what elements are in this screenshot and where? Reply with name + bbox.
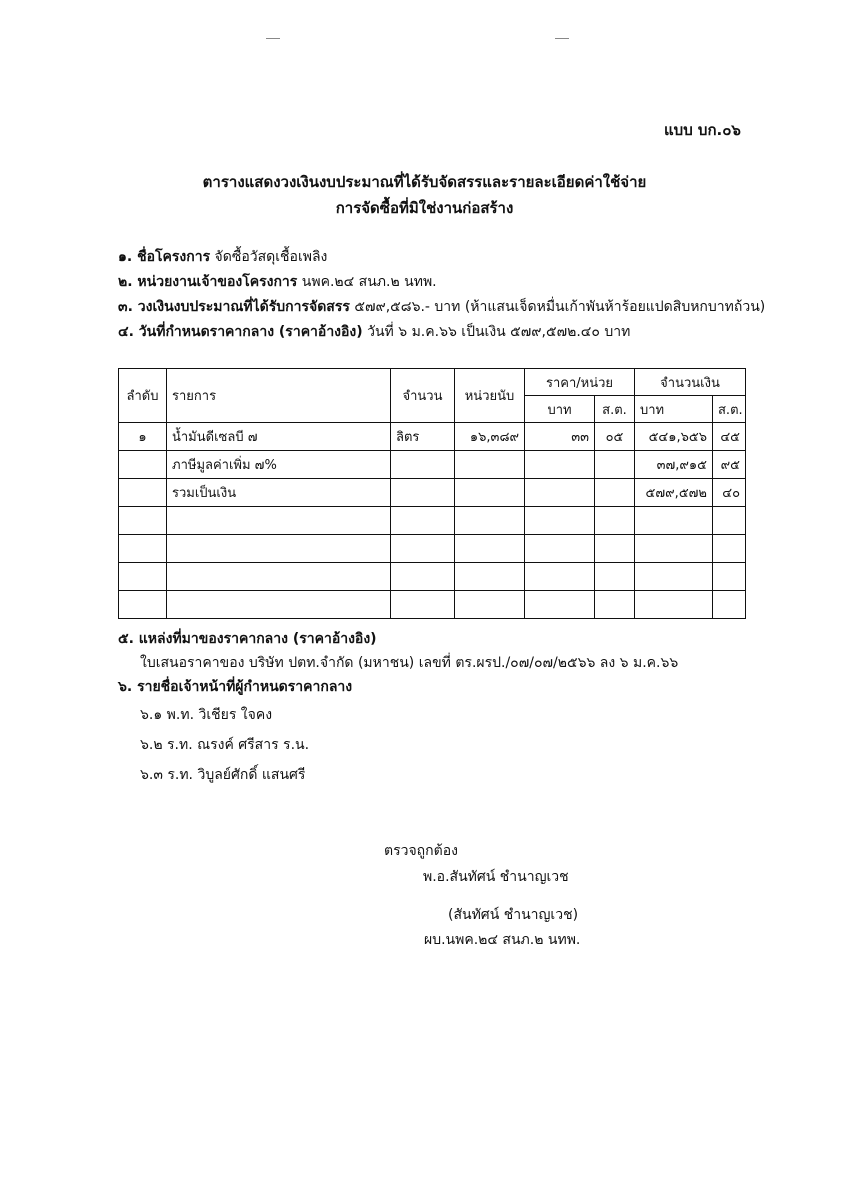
committee-member: ๖.๒ ร.ท. ณรงค์ ศรีสาร ร.น. [140, 737, 310, 753]
project-owner-line [118, 271, 437, 293]
scan-mark [266, 38, 280, 39]
row-amount-baht [635, 507, 713, 535]
project-owner-label: ๒. หน่วยงานเจ้าของโครงการ [118, 274, 298, 290]
header-qty: จำนวน [391, 369, 455, 423]
signer-position: ผบ.นพค.๒๔ สนภ.๒ นทพ. [424, 932, 581, 948]
form-code: แบบ บก.๐๖ [664, 121, 741, 139]
row-amount-baht: ๕๔๑,๖๕๖ [635, 423, 713, 451]
row-item: รวมเป็นเงิน [167, 479, 391, 507]
row-qty [391, 479, 455, 507]
row-price-baht [525, 563, 595, 591]
row-no [119, 479, 167, 507]
header-item: รายการ [167, 369, 391, 423]
header-unit: หน่วยนับ [455, 369, 525, 423]
row-amount-baht [635, 535, 713, 563]
row-item [167, 563, 391, 591]
row-item [167, 507, 391, 535]
row-amount-satang [713, 535, 746, 563]
row-price-satang [595, 507, 635, 535]
row-amount-satang [713, 507, 746, 535]
budget-value: ๕๗๙,๕๘๖.- บาท (ห้าแสนเจ็ดหมื่นเก้าพันห้าร้อยแปดสิบหกบาทถ้วน) [354, 299, 766, 315]
row-qty: ลิตร [391, 423, 455, 451]
row-price-satang: ๐๕ [595, 423, 635, 451]
row-unit [455, 535, 525, 563]
certify-text: ตรวจถูกต้อง [384, 843, 458, 859]
header-amount-satang: ส.ต. [713, 396, 746, 423]
project-name-line [118, 246, 327, 268]
table-row [119, 451, 746, 479]
project-name-value: จัดซื้อวัสดุเชื้อเพลิง [214, 249, 328, 265]
row-amount-baht [635, 563, 713, 591]
row-price-satang [595, 591, 635, 619]
header-price-baht: บาท [525, 396, 595, 423]
header-price-per-unit: ราคา/หน่วย [525, 369, 635, 396]
row-no [119, 451, 167, 479]
row-unit [455, 507, 525, 535]
row-price-baht [525, 507, 595, 535]
header-price-satang: ส.ต. [595, 396, 635, 423]
row-item [167, 591, 391, 619]
row-qty [391, 535, 455, 563]
document-subtitle: การจัดซื้อที่มิใช่งานก่อสร้าง [335, 199, 514, 217]
row-price-satang [595, 563, 635, 591]
committee-member: ๖.๓ ร.ท. วิบูลย์ศักดิ์ แสนศรี [140, 767, 306, 783]
reference-price-date-line [118, 321, 630, 343]
row-no: ๑ [119, 423, 167, 451]
row-price-satang [595, 535, 635, 563]
row-item: น้ำมันดีเซลบี ๗ [167, 423, 391, 451]
row-price-baht [525, 451, 595, 479]
table-row [119, 507, 746, 535]
scan-mark [555, 38, 569, 39]
row-amount-satang [713, 591, 746, 619]
table-row [119, 479, 746, 507]
row-qty [391, 507, 455, 535]
row-unit [455, 591, 525, 619]
row-price-satang [595, 479, 635, 507]
row-price-satang [595, 451, 635, 479]
row-item [167, 535, 391, 563]
row-unit [455, 563, 525, 591]
row-amount-satang [713, 563, 746, 591]
row-no [119, 535, 167, 563]
header-amount-baht: บาท [635, 396, 713, 423]
project-name-label: ๑. ชื่อโครงการ [118, 249, 211, 265]
table-row [119, 563, 746, 591]
document-title: ตารางแสดงวงเงินงบประมาณที่ได้รับจัดสรรและรายละเอียดค่าใช้จ่าย [202, 173, 647, 191]
row-qty [391, 451, 455, 479]
row-price-baht [525, 479, 595, 507]
signature: พ.อ.สันทัศน์ ชำนาญเวช [423, 869, 569, 885]
table-row [119, 535, 746, 563]
table-row [119, 423, 746, 451]
budget-line [118, 296, 765, 318]
header-amount: จำนวนเงิน [635, 369, 746, 396]
budget-table [118, 368, 746, 619]
signer-printed-name: (สันทัศน์ ชำนาญเวช) [448, 907, 579, 923]
row-no [119, 563, 167, 591]
project-owner-value: นพค.๒๔ สนภ.๒ นทพ. [301, 274, 437, 290]
reference-price-date-label: ๔. วันที่กำหนดราคากลาง (ราคาอ้างอิง) [118, 324, 363, 340]
budget-label: ๓. วงเงินงบประมาณที่ได้รับการจัดสรร [118, 299, 350, 315]
row-price-baht [525, 535, 595, 563]
row-amount-baht: ๓๗,๙๑๕ [635, 451, 713, 479]
row-qty [391, 563, 455, 591]
row-unit: ๑๖,๓๘๙ [455, 423, 525, 451]
row-amount-baht [635, 591, 713, 619]
row-no [119, 591, 167, 619]
row-price-baht: ๓๓ [525, 423, 595, 451]
row-amount-satang: ๙๕ [713, 451, 746, 479]
table-row [119, 591, 746, 619]
committee-member: ๖.๑ พ.ท. วิเชียร ใจคง [140, 707, 273, 723]
row-no [119, 507, 167, 535]
price-source-label: ๕. แหล่งที่มาของราคากลาง (ราคาอ้างอิง) [118, 631, 377, 647]
row-item: ภาษีมูลค่าเพิ่ม ๗% [167, 451, 391, 479]
committee-label: ๖. รายชื่อเจ้าหน้าที่ผู้กำหนดราคากลาง [118, 679, 353, 695]
reference-price-date-value: วันที่ ๖ ม.ค.๖๖ เป็นเงิน ๕๗๙,๕๗๒.๔๐ บาท [367, 324, 631, 340]
row-amount-baht: ๕๗๙,๕๗๒ [635, 479, 713, 507]
row-unit [455, 451, 525, 479]
row-amount-satang: ๔๐ [713, 479, 746, 507]
row-unit [455, 479, 525, 507]
row-amount-satang: ๔๕ [713, 423, 746, 451]
price-source-value: ใบเสนอราคาของ บริษัท ปตท.จำกัด (มหาชน) เลขที่ ตร.ผรป./๐๗/๐๗/๒๕๖๖ ลง ๖ ม.ค.๖๖ [140, 655, 679, 671]
row-qty [391, 591, 455, 619]
row-price-baht [525, 591, 595, 619]
header-no: ลำดับ [119, 369, 167, 423]
